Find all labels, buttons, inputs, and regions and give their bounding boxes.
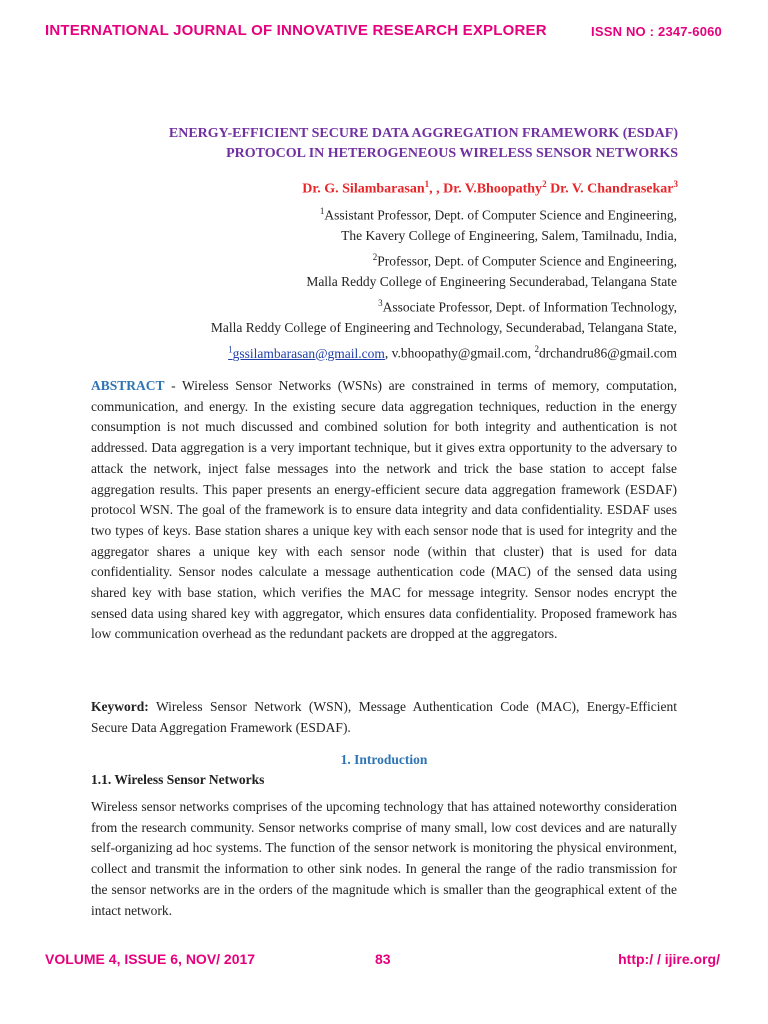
abstract xyxy=(91,376,677,645)
affiliation-line xyxy=(211,247,677,272)
volume-issue: VOLUME 4, ISSUE 6, NOV/ 2017 xyxy=(45,951,256,967)
title-line-1: ENERGY-EFFICIENT SECURE DATA AGGREGATION FRAMEWORK (ESDAF) xyxy=(168,126,678,141)
running-header xyxy=(45,22,722,39)
section-heading: 1. Introduction xyxy=(340,752,428,767)
author-1-sup: 1 xyxy=(424,179,430,189)
email-line xyxy=(211,339,677,364)
title-line-2: PROTOCOL IN HETEROGENEOUS WIRELESS SENSOR NETWORKS xyxy=(226,146,678,161)
subsection-heading: 1.1. Wireless Sensor Networks xyxy=(91,772,265,787)
affiliation-line xyxy=(211,293,677,318)
email-address: gssilambarasan@gmail.com xyxy=(232,345,385,361)
email-address: , v.bhoopathy@gmail.com, xyxy=(384,345,535,361)
author-1: Dr. G. Silambarasan xyxy=(302,181,425,197)
affiliations xyxy=(211,201,677,365)
email-link[interactable] xyxy=(228,346,385,361)
affiliation-line: The Kavery College of Engineering, Salem, Tamilnadu, India, xyxy=(341,228,677,244)
author-separator: , , xyxy=(429,181,444,197)
email-sup: 2 xyxy=(534,344,539,355)
affiliation-text: Assistant Professor, Dept. of Computer Science and Engineering, xyxy=(324,207,677,223)
keywords xyxy=(91,697,677,738)
keyword-text: Wireless Sensor Network (WSN), Message Authentication Code (MAC), Energy-Efficient Secure Data Aggregation Framework (ESDAF). xyxy=(91,699,677,735)
email-sup: 1 xyxy=(228,344,233,355)
affiliation-text: Associate Professor, Dept. of Information Technology, xyxy=(382,299,677,315)
affiliation-sup: 2 xyxy=(372,252,378,263)
affiliation-sup: 3 xyxy=(378,298,383,309)
author-list xyxy=(302,179,678,198)
author-2: Dr. V.Bhoopathy xyxy=(443,181,543,197)
journal-name: INTERNATIONAL JOURNAL OF INNOVATIVE RESEARCH EXPLORER xyxy=(45,22,547,39)
body-paragraph: Wireless sensor networks comprises of the upcoming technology that has attained noteworthy consideration from the research community. Sensor networks comprise of many small, low cost devices and are naturally self-organizing ad hoc systems. The function of the sensor network is monitoring the physical environment, collect and transmit the information to other sink nodes. In general the range of the radio transmission for the sensor networks are in the orders of the magnitude which is smaller than the geographical extent of the intact network. xyxy=(91,799,677,918)
affiliation-sup: 1 xyxy=(319,206,325,216)
issn-number: ISSN NO : 2347-6060 xyxy=(591,24,722,39)
affiliation-text: Professor, Dept. of Computer Science and Engineering, xyxy=(377,253,677,269)
email-address: drchandru86@gmail.com xyxy=(538,345,677,361)
author-3: Dr. V. Chandrasekar xyxy=(546,181,674,197)
paper-title xyxy=(90,124,678,164)
affiliation-line: Malla Reddy College of Engineering Secunderabad, Telangana State xyxy=(306,274,677,290)
page-number: 83 xyxy=(375,951,391,967)
affiliation-line: Malla Reddy College of Engineering and Technology, Secunderabad, Telangana State, xyxy=(210,320,677,336)
abstract-text: - Wireless Sensor Networks (WSNs) are constrained in terms of memory, computation, communication, and energy. In the existing secure data aggregation techniques, reduction in the energy consumption is not much discussed and combined solution for both integrity and authentication is not addressed. Data aggregation is a very important technique, but it gives extra opportunity to the adversary to attack the network, inject false messages into the network and trick the base station to accept false aggregation results. This paper presents an energy-efficient secure data aggregation framework (ESDAF) protocol WSN. The goal of the framework is to ensure data integrity and data confidentiality. ESDAF uses two types of keys. Base station shares a unique key with each sensor node that is used for integrity and the aggregator shares a unique key with each sensor node (within that cluster) that is used for data confidentiality. Sensor nodes calculate a message authentication code (MAC) of the sensed data using shared key with base station, which verifies the MAC for message integrity. Sensor nodes encrypt the sensed data using shared key with aggregator, which ensures data confidentiality. Proposed framework has low communication overhead as the redundant packets are dropped at the aggregators. xyxy=(91,378,677,642)
keyword-label: Keyword: xyxy=(91,699,149,714)
author-2-sup: 2 xyxy=(542,179,547,189)
abstract-label: ABSTRACT xyxy=(91,378,165,393)
running-footer xyxy=(45,951,720,967)
journal-url[interactable]: http:/ / ijire.org/ xyxy=(618,951,720,967)
affiliation-line xyxy=(211,201,677,226)
author-3-sup: 3 xyxy=(673,179,678,189)
